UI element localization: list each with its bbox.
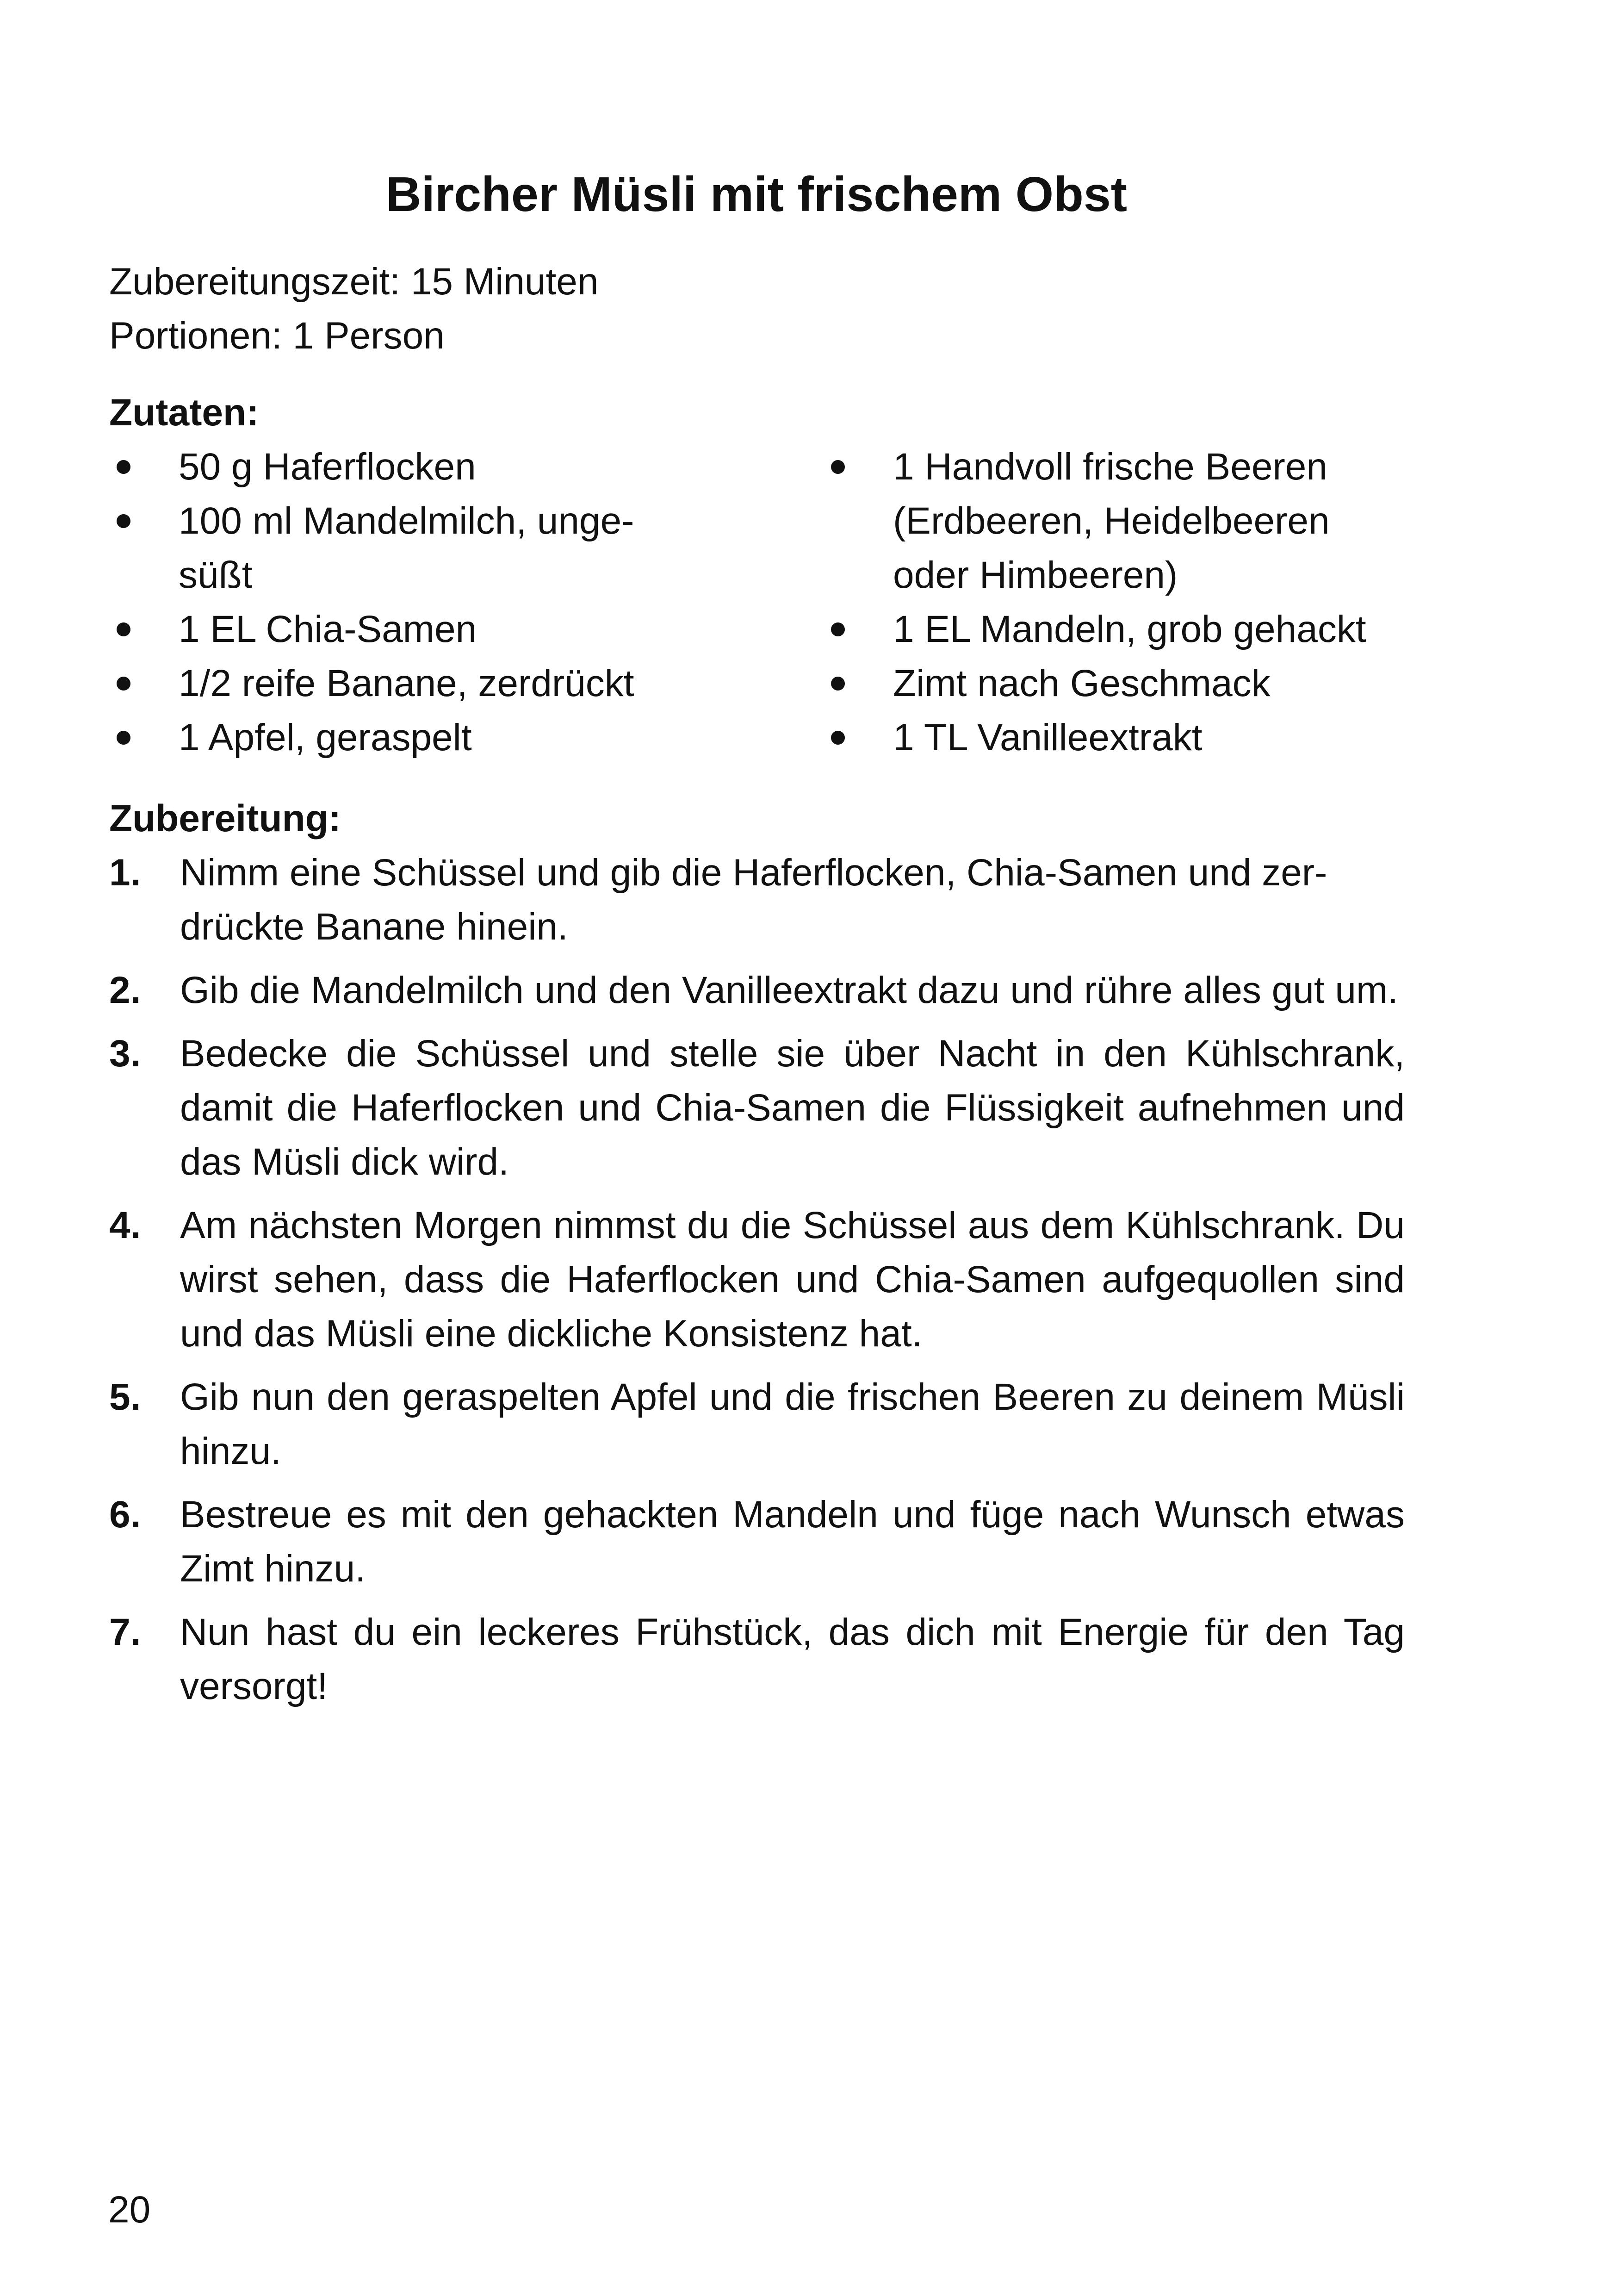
step-number: 4.	[109, 1204, 141, 1246]
step-text: Nimm eine Schüssel und gib die Haferflocken, Chia-Samen und zer- drückte Banane hinein.	[180, 852, 1327, 948]
ingredient-text: 100 ml Mandelmilch, unge- süßt	[179, 500, 634, 596]
ingredient-item	[824, 710, 1439, 765]
step-item	[109, 963, 1405, 1017]
step-item	[109, 1027, 1405, 1189]
step-text: Bedecke die Schüssel und stelle sie über Nacht in den Kühlschrank, damit die Haferflocken und Chia-Samen die Flüssigkeit aufnehmen und das Müsli dick wird.	[180, 1033, 1405, 1183]
page-number: 20	[108, 2189, 151, 2231]
step-number: 6.	[109, 1493, 141, 1536]
ingredient-text: 1 Handvoll frische Beeren (Erdbeeren, Heidelbeeren oder Himbeeren)	[893, 446, 1330, 596]
step-text: Bestreue es mit den gehackten Mandeln und füge nach Wunsch etwas Zimt hinzu.	[180, 1493, 1405, 1590]
ingredient-text: Zimt nach Geschmack	[893, 662, 1271, 704]
step-item	[109, 1370, 1405, 1478]
recipe-meta	[109, 255, 599, 363]
step-text: Gib die Mandelmilch und den Vanilleextrakt dazu und rühre alles gut um.	[180, 969, 1399, 1011]
step-text: Am nächsten Morgen nimmst du die Schüssel aus dem Kühlschrank. Du wirst sehen, dass die Haferflocken und Chia-Samen aufgequollen sind und das Müsli eine dickliche Konsistenz hat.	[180, 1204, 1405, 1355]
ingredients-heading: Zutaten:	[109, 392, 259, 434]
ingredients-list-left	[109, 440, 748, 765]
preparation-steps	[109, 846, 1405, 1723]
ingredient-text: 1 EL Mandeln, grob gehackt	[893, 608, 1366, 650]
step-number: 3.	[109, 1033, 141, 1075]
recipe-title: Bircher Müsli mit frischem Obst	[385, 167, 1128, 222]
step-number: 1.	[109, 852, 141, 894]
ingredient-item	[109, 710, 748, 765]
step-number: 5.	[109, 1376, 141, 1418]
ingredient-item	[824, 656, 1439, 710]
ingredient-text: 1/2 reife Banane, zerdrückt	[179, 662, 634, 704]
ingredient-text: 1 EL Chia-Samen	[179, 608, 477, 650]
prep-time: Zubereitungszeit: 15 Minuten	[109, 261, 599, 303]
step-item	[109, 1198, 1405, 1361]
step-item	[109, 1487, 1405, 1596]
servings: Portionen: 1 Person	[109, 315, 445, 357]
step-item	[109, 1605, 1405, 1713]
ingredient-item	[109, 656, 748, 710]
step-item	[109, 846, 1405, 954]
step-number: 2.	[109, 969, 141, 1011]
ingredient-text: 50 g Haferflocken	[179, 446, 476, 488]
ingredient-text: 1 TL Vanilleextrakt	[893, 716, 1203, 759]
preparation-heading: Zubereitung:	[109, 797, 341, 840]
ingredient-text: 1 Apfel, geraspelt	[179, 716, 472, 759]
ingredient-item	[109, 602, 748, 656]
ingredient-item	[109, 494, 748, 602]
ingredient-item	[824, 440, 1439, 602]
step-text: Nun hast du ein leckeres Frühstück, das dich mit Energie für den Tag versorgt!	[180, 1611, 1405, 1707]
step-text: Gib nun den geraspelten Apfel und die frischen Beeren zu deinem Müsli hinzu.	[180, 1376, 1405, 1472]
step-number: 7.	[109, 1611, 141, 1653]
ingredient-item	[109, 440, 748, 494]
ingredients-list-right	[824, 440, 1439, 765]
ingredient-item	[824, 602, 1439, 656]
